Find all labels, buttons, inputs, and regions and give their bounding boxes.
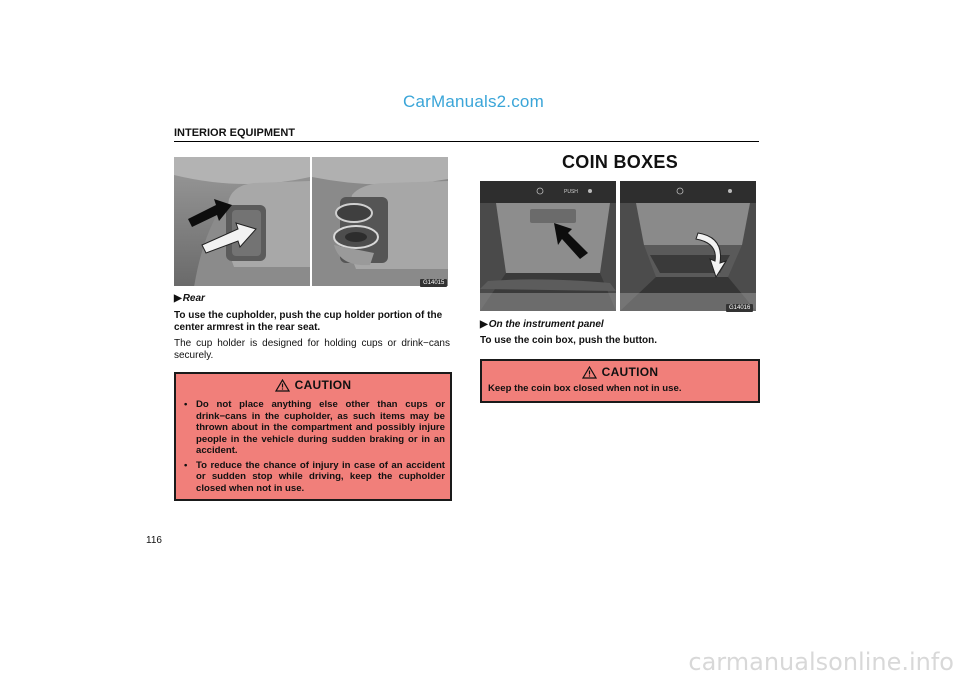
caution-box-cupholder [174,372,452,501]
header-rule [174,141,759,142]
bullet-icon: • [184,459,188,471]
cupholder-photo-closed [174,157,310,286]
caution-item-text: To reduce the chance of injury in case of an accident or sudden stop while driving, keep the cupholder closed when not in use. [196,459,445,494]
caution-list [181,399,445,494]
warning-triangle-icon [275,379,290,392]
caution-text: Keep the coin box closed when not in use. [488,383,682,394]
caution-title: CAUTION [294,378,352,392]
warning-triangle-icon [582,366,597,379]
caution-item-text: Do not place anything else other than cups or drink−cans in the cupholder, as such items may be thrown about in the compartment and possibly injure people in the vehicle during sudden braking or in an accident. [196,399,445,456]
coinbox-instruction: To use the coin box, push the button. [480,335,658,346]
triangle-bullet-icon: ▶ [174,293,182,304]
cupholder-description: The cup holder is designed for holding cups or drink−cans securely. [174,338,450,361]
coinbox-photo-open [620,181,756,311]
watermark-top: CarManuals2.com [403,92,544,111]
cupholder-instruction: To use the cupholder, push the cup holder portion of the center armrest in the rear seat. [174,310,443,333]
subheading-instrument-panel [480,319,604,330]
page-number: 116 [146,535,162,546]
caution-heading [181,378,445,392]
coin-boxes-title: COIN BOXES [561,152,679,172]
caution-item [181,460,445,495]
subheading-instrument-panel-text: On the instrument panel [488,319,604,330]
subheading-rear [174,293,205,304]
cupholder-photo-open [312,157,448,286]
bullet-icon: • [184,399,188,410]
figure-label-right: G14016 [726,304,753,312]
section-header: INTERIOR EQUIPMENT [174,127,296,139]
subheading-rear-text: Rear [182,293,205,304]
caution-item [181,399,445,457]
figure-label-left: G14015 [420,279,447,287]
watermark-bottom: carmanualsonline.info [688,648,954,676]
panel-push-text: PUSH [564,189,578,195]
caution-heading [488,365,752,379]
caution-title: CAUTION [601,365,659,379]
caution-box-coinbox [480,359,760,403]
triangle-bullet-icon: ▶ [480,319,488,330]
coinbox-photo-closed [480,181,616,311]
